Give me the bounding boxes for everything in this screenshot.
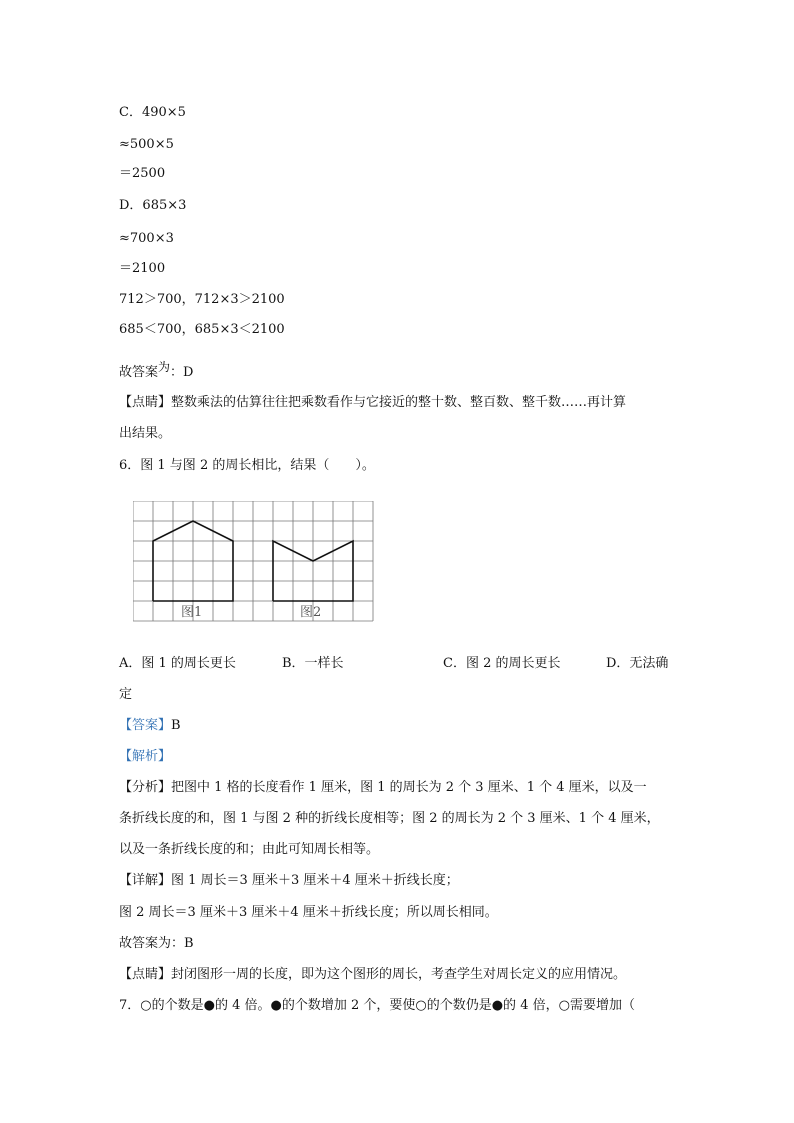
- tip-text: 整数乘法的估算往往把乘数看作与它接近的整十数、整百数、整千数……再计算: [171, 395, 627, 410]
- answer-tag: 【答案】: [119, 718, 172, 733]
- calc-line: 685＜700，685×3＜2100: [119, 322, 285, 337]
- answer-line: [119, 360, 194, 381]
- tip-tag-2: 【点睛】: [119, 967, 172, 982]
- calc-line: 712＞700，712×3＞2100: [119, 292, 285, 307]
- answer-letter: B: [171, 718, 181, 733]
- option-a[interactable]: A．图 1 的周长更长: [119, 656, 236, 671]
- question-6: 6．图 1 与图 2 的周长相比，结果（ ）。: [119, 458, 375, 473]
- figure-2-label: 图2: [300, 605, 322, 620]
- tip-tag: 【点睛】: [119, 395, 172, 410]
- option-d-cont: 定: [119, 687, 133, 702]
- calc-line: C．490×5: [119, 105, 186, 120]
- fenxi-line: 条折线长度的和，图 1 与图 2 种的折线长度相等；图 2 的周长为 2 个 3 厘米、1 个 4 厘米，: [119, 811, 660, 826]
- calc-line: ≈700×3: [119, 231, 174, 246]
- tip-line-cont: 出结果。: [119, 426, 172, 441]
- fenxi-tag: 【分析】: [119, 780, 172, 795]
- grid-figure: [133, 501, 375, 623]
- answer-value: ：D: [170, 365, 194, 380]
- xiangjie-answer: 故答案为：B: [119, 936, 194, 951]
- fenxi-text: 把图中 1 格的长度看作 1 厘米，图 1 的周长为 2 个 3 厘米、1 个 4 厘米，以及一: [171, 780, 647, 795]
- option-d[interactable]: D．无法确: [606, 656, 669, 671]
- answer-superscript: 为: [158, 360, 171, 374]
- calc-line: ＝2100: [119, 261, 166, 276]
- xiangjie-line: 图 2 周长＝3 厘米＋3 厘米＋4 厘米＋折线长度；所以周长相同。: [119, 905, 498, 920]
- calc-line: ＝2500: [119, 166, 166, 181]
- option-b[interactable]: B．一样长: [282, 656, 344, 671]
- calc-line: D．685×3: [119, 198, 187, 213]
- answer-section: [119, 718, 181, 734]
- xiangjie-tag: 【详解】: [119, 873, 172, 888]
- analysis-tag: 【解析】: [119, 749, 172, 764]
- question-7: 7．○的个数是●的 4 倍。●的个数增加 2 个，要使○的个数仍是●的 4 倍，○需要增加（: [119, 998, 635, 1013]
- figure-1-label: 图1: [181, 605, 203, 620]
- tip-line-2: [119, 967, 626, 983]
- tip-line: [119, 395, 626, 411]
- xiangjie-line: [119, 873, 459, 889]
- answer-prefix: 故答案: [119, 365, 159, 380]
- calc-line: ≈500×5: [119, 137, 174, 152]
- grid-lines: [133, 501, 373, 621]
- fenxi-line: [119, 780, 647, 796]
- fenxi-line: 以及一条折线长度的和；由此可知周长相等。: [119, 842, 380, 857]
- xiangjie-text: 图 1 周长＝3 厘米＋3 厘米＋4 厘米＋折线长度；: [171, 873, 459, 888]
- tip-text-2: 封闭图形一周的长度，即为这个图形的周长，考查学生对周长定义的应用情况。: [171, 967, 627, 982]
- option-c[interactable]: C．图 2 的周长更长: [443, 656, 561, 671]
